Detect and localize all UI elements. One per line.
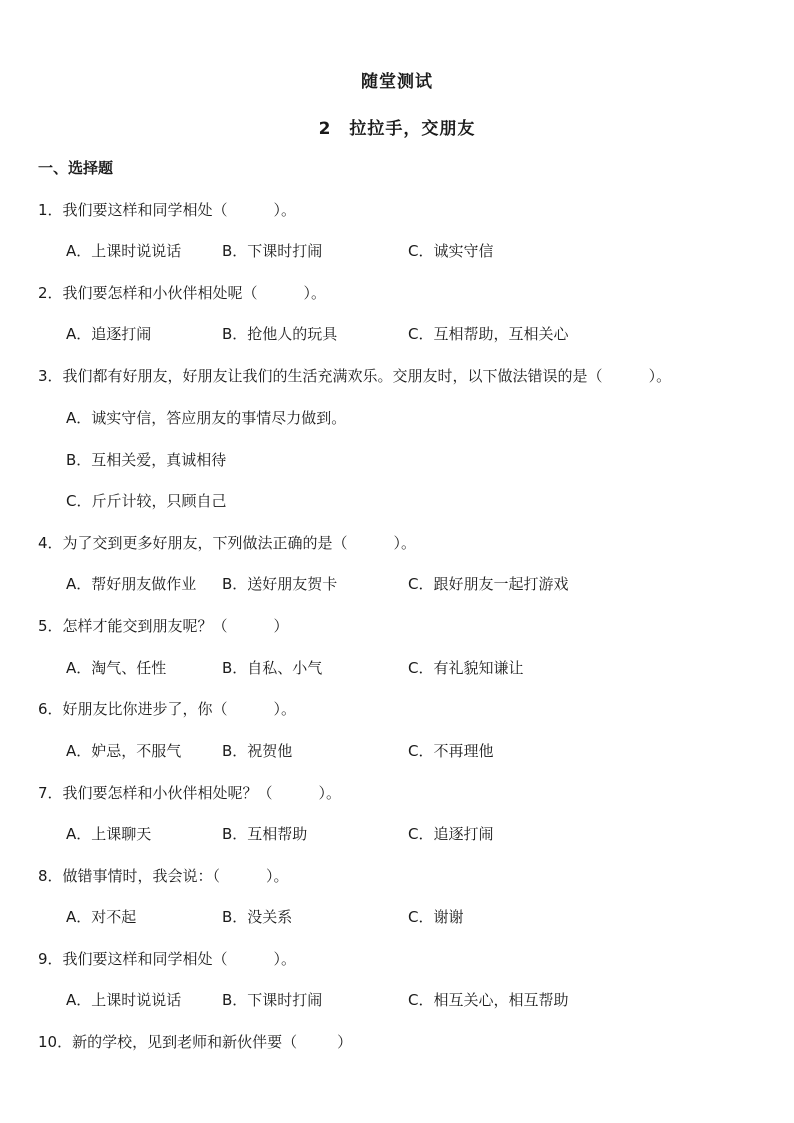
question-stem: 1．我们要这样和同学相处（ [38,201,228,219]
option-a[interactable]: A．帮好朋友做作业 [66,575,197,593]
question-stem: 5．怎样才能交到朋友呢？（ [38,617,228,635]
option-a[interactable]: A．上课时说说话 [66,991,182,1009]
option-b[interactable]: B．祝贺他 [222,742,293,760]
option-b[interactable]: B．自私、小气 [222,659,323,677]
option-a[interactable]: A．妒忌，不服气 [66,742,182,760]
option-c[interactable]: C．跟好朋友一起打游戏 [408,575,569,593]
page-title: 随堂测试 [361,72,433,92]
option-c[interactable]: C．有礼貌知谦让 [408,659,524,677]
question-stem: 4．为了交到更多好朋友，下列做法正确的是（ [38,534,348,552]
option-b[interactable]: B．互相帮助 [222,825,308,843]
option-b[interactable]: B．互相关爱，真诚相待 [66,451,227,469]
section-heading: 一、选择题 [38,159,114,177]
question-stem: 2．我们要怎样和小伙伴相处呢（ [38,284,258,302]
option-c[interactable]: C．相互关心，相互帮助 [408,991,569,1009]
option-a[interactable]: A．上课聊天 [66,825,152,843]
question-5: 5．怎样才能交到朋友呢？（ ） [38,617,289,635]
option-b[interactable]: B．送好朋友贺卡 [222,575,338,593]
option-b[interactable]: B．抢他人的玩具 [222,325,338,343]
option-c[interactable]: C．追逐打闹 [408,825,494,843]
option-b[interactable]: B．下课时打闹 [222,991,323,1009]
question-10: 10．新的学校，见到老师和新伙伴要（ ） [38,1033,353,1051]
option-a[interactable]: A．淘气、任性 [66,659,167,677]
question-stem: 6．好朋友比你进步了，你（ [38,700,228,718]
option-c[interactable]: C．斤斤计较，只顾自己 [66,492,227,510]
option-c[interactable]: C．不再理他 [408,742,494,760]
option-b[interactable]: B．下课时打闹 [222,242,323,260]
option-a[interactable]: A．对不起 [66,908,137,926]
option-c[interactable]: C．互相帮助，互相关心 [408,325,569,343]
option-b[interactable]: B．没关系 [222,908,293,926]
lesson-title: 2 拉拉手，交朋友 [318,119,476,139]
question-8: 8．做错事情时，我会说：（ ）。 [38,867,289,885]
question-4: 4．为了交到更多好朋友，下列做法正确的是（ ）。 [38,534,417,552]
question-1: 1．我们要这样和同学相处（ ）。 [38,201,297,219]
question-7: 7．我们要怎样和小伙伴相处呢？（ ）。 [38,784,342,802]
option-a[interactable]: A．诚实守信，答应朋友的事情尽力做到。 [66,409,347,427]
option-c[interactable]: C．谢谢 [408,908,464,926]
question-9: 9．我们要这样和同学相处（ ）。 [38,950,297,968]
question-stem: 7．我们要怎样和小伙伴相处呢？（ [38,784,273,802]
question-stem: 8．做错事情时，我会说：（ [38,867,221,885]
question-6: 6．好朋友比你进步了，你（ ）。 [38,700,297,718]
option-a[interactable]: A．追逐打闹 [66,325,152,343]
question-stem: 3．我们都有好朋友，好朋友让我们的生活充满欢乐。交朋友时，以下做法错误的是（ [38,367,603,385]
question-3: 3．我们都有好朋友，好朋友让我们的生活充满欢乐。交朋友时，以下做法错误的是（ ）。 [38,367,672,385]
question-stem: 9．我们要这样和同学相处（ [38,950,228,968]
option-a[interactable]: A．上课时说说话 [66,242,182,260]
question-stem: 10．新的学校，见到老师和新伙伴要（ [38,1033,298,1051]
option-c[interactable]: C．诚实守信 [408,242,494,260]
question-2: 2．我们要怎样和小伙伴相处呢（ ）。 [38,284,327,302]
